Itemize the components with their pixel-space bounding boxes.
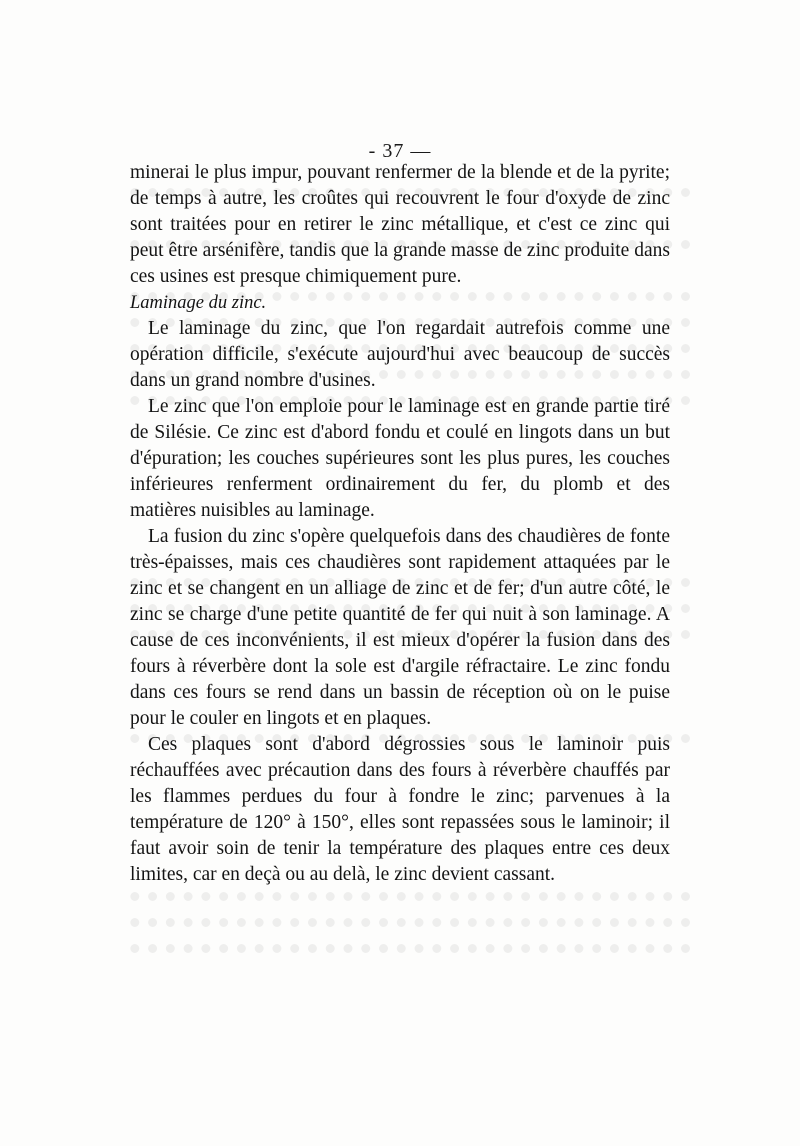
intro-paragraph: minerai le plus impur, pouvant renfermer de la blende et de la pyrite; de temps à autre, les croûtes qui recouvrent le four d'oxyde de zinc sont traitées pour en retirer le zinc métallique, et c'est ce zinc qui peut être arsénifère, tandis que la grande masse de zinc produite dans ces usines est presque chimiquement pure. bbox=[130, 162, 670, 287]
paragraph-3: La fusion du zinc s'opère quelquefois dans des chaudières de fonte très-épaisses, mais ces chaudières sont rapidement attaquées par le zinc et se changent en un alliage de zinc et de fer; d'un autre côté, le zinc se charge d'une petite quantité de fer qui nuit à son laminage. A cause de ces inconvénients, il est mieux d'opérer la fusion dans des fours à réverbère dont la sole est d'argile réfractaire. Le zinc fondu dans ces fours se rend dans un bassin de réception où on le puise pour le couler en lingots et en plaques. bbox=[130, 526, 670, 729]
page-number: - 37 — bbox=[368, 140, 432, 162]
section-title: Laminage du zinc. bbox=[130, 293, 267, 313]
paragraph-2: Le zinc que l'on emploie pour le laminage est en grande partie tiré de Silésie. Ce zinc est d'abord fondu et coulé en lingots dans un but d'épuration; les couches supérieures sont les plus pures, les couches inférieures renferment ordinairement du fer, du plomb et des matières nuisibles au laminage. bbox=[130, 396, 670, 521]
paragraph-1: Le laminage du zinc, que l'on regardait autrefois comme une opération difficile, s'exécute aujourd'hui avec beaucoup de succès dans un grand nombre d'usines. bbox=[130, 318, 670, 391]
body-text bbox=[130, 160, 670, 888]
paragraph-4: Ces plaques sont d'abord dégrossies sous le laminoir puis réchauffées avec précaution dans des fours à réverbère chauffés par les flammes perdues du four à fondre le zinc; parvenues à la température de 120° à 150°, elles sont repassées sous le laminoir; il faut avoir soin de tenir la température des plaques entre ces deux limites, car en deçà ou au delà, le zinc devient cassant. bbox=[130, 734, 670, 885]
